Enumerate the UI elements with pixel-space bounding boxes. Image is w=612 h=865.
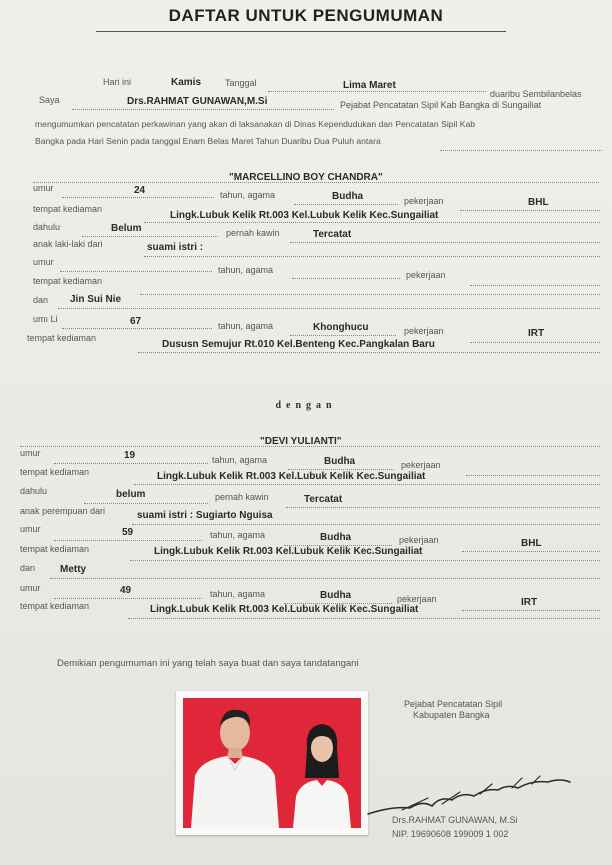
bride-dahulu: belum — [116, 489, 146, 500]
groom-mother-pekerjaan-label: pekerjaan — [404, 326, 444, 336]
intro-line-2: Bangka pada Hari Senin pada tanggal Enam Belas Maret Tahun Duaribu Dua Puluh antara — [35, 136, 381, 146]
bride-father-job: BHL — [521, 538, 542, 549]
groom-pernah-label: pernah kawin — [226, 228, 280, 238]
tanggal-label: Tanggal — [225, 78, 257, 88]
bride-father-age: 59 — [122, 527, 134, 538]
groom-dahulu: Belum — [111, 223, 142, 234]
groom-mother-religion: Khonghucu — [313, 322, 369, 333]
groom-dan-label: dan — [33, 295, 49, 305]
pejabat-title: Pejabat Pencatatan Sipil Kab Bangka di Sungailiat — [340, 100, 542, 110]
groom-father-pekerjaan-label: pekerjaan — [406, 270, 446, 280]
pejabat-name: Drs.RAHMAT GUNAWAN,M.Si — [127, 96, 268, 107]
bride-religion: Budha — [324, 456, 356, 467]
groom-anak-label: anak laki-laki dari — [33, 239, 103, 249]
bride-father-address: Lingk.Lubuk Kelik Rt.003 Kel.Lubuk Kelik Kec.Sungailiat — [154, 546, 423, 557]
groom-status: Tercatat — [313, 229, 352, 240]
signatory-name: Drs.RAHMAT GUNAWAN, M.Si — [392, 815, 518, 825]
dengan-separator: dengan — [275, 400, 337, 411]
bride-mother-address: Lingk.Lubuk Kelik Rt.003 Kel.Lubuk Kelik Kec.Sungailiat — [150, 604, 419, 615]
groom-mother: Jin Sui Nie — [70, 294, 122, 305]
groom-dahulu-label: dahulu — [33, 222, 61, 232]
bride-mother-tahun-agama-label: tahun, agama — [210, 589, 266, 599]
couple-photo — [176, 691, 368, 835]
groom-mother-age: 67 — [130, 316, 142, 327]
intro-line-1: mengumumkan pencatatan perkawinan yang akan di laksanakan di Dinas Kependudukan dan Pencatatan Sipil Kab — [35, 119, 476, 129]
groom-umur-label: umur — [33, 183, 54, 193]
groom-mother-job: IRT — [528, 328, 545, 339]
groom-job: BHL — [528, 197, 549, 208]
groom-name: "MARCELLINO BOY CHANDRA" — [229, 172, 383, 183]
bride-mother-age: 49 — [120, 585, 132, 596]
bride-father-tempat-label: tempat kediaman — [20, 544, 90, 554]
bride-mother-job: IRT — [521, 597, 538, 608]
saya-label: Saya — [39, 95, 60, 105]
groom-father-tempat-label: tempat kediaman — [33, 276, 103, 286]
groom-father: suami istri : — [147, 242, 204, 253]
signatory-title-1: Pejabat Pencatatan Sipil — [404, 699, 503, 709]
groom-address: Lingk.Lubuk Kelik Rt.003 Kel.Lubuk Kelik Kec.Sungailiat — [170, 210, 439, 221]
bride-dahulu-label: dahulu — [20, 486, 48, 496]
groom-mother-tahun-agama-label: tahun, agama — [218, 321, 274, 331]
signatory-nip: NIP. 19690608 199009 1 002 — [392, 829, 509, 839]
groom-pekerjaan-label: pekerjaan — [404, 196, 444, 206]
bride-mother-umur-label: umur — [20, 583, 41, 593]
bride-status: Tercatat — [304, 494, 343, 505]
bride-mother: Metty — [60, 564, 87, 575]
bride-tempat-label: tempat kediaman — [20, 467, 90, 477]
bride-anak-label: anak perempuan dari — [20, 506, 106, 516]
groom-father-tahun-agama-label: tahun, agama — [218, 265, 274, 275]
hari-label: Hari ini — [103, 77, 132, 87]
bride-age: 19 — [124, 450, 136, 461]
bride-father-tahun-agama-label: tahun, agama — [210, 530, 266, 540]
bride-father-pekerjaan-label: pekerjaan — [399, 535, 439, 545]
signatory-title-2: Kabupaten Bangka — [413, 710, 490, 720]
document-title: DAFTAR UNTUK PENGUMUMAN — [168, 6, 444, 25]
bride-tahun-agama-label: tahun, agama — [212, 455, 268, 465]
bride-mother-religion: Budha — [320, 590, 352, 601]
title-underline — [96, 31, 506, 32]
groom-mother-address: Dususn Semujur Rt.010 Kel.Benteng Kec.Pangkalan Baru — [162, 339, 435, 350]
hari-value: Kamis — [171, 77, 202, 88]
bride-father-religion: Budha — [320, 532, 352, 543]
groom-age: 24 — [134, 185, 146, 196]
bride-mother-tempat-label: tempat kediaman — [20, 601, 90, 611]
groom-father-umur-label: umur — [33, 257, 54, 267]
groom-tempat-label: tempat kediaman — [33, 204, 103, 214]
bride-name: "DEVI YULIANTI" — [260, 436, 342, 447]
groom-mother-umur-label: umı Li — [33, 314, 58, 324]
tahun-text: duaribu Sembilanbelas — [490, 89, 582, 99]
bride-address: Lingk.Lubuk Kelik Rt.003 Kel.Lubuk Kelik Kec.Sungailiat — [157, 471, 426, 482]
groom-religion: Budha — [332, 191, 364, 202]
closing-text: Demikian pengumuman ini yang telah saya buat dan saya tandatangani — [57, 658, 359, 669]
signature-scribble — [362, 770, 577, 820]
bride-pekerjaan-label: pekerjaan — [401, 460, 441, 470]
bride-dan-label: dan — [20, 563, 36, 573]
bride-father: suami istri : Sugiarto Nguisa — [137, 510, 273, 521]
groom-tahun-agama-label: tahun, agama — [220, 190, 276, 200]
tanggal-value: Lima Maret — [343, 80, 396, 91]
bride-pernah-label: pernah kawin — [215, 492, 269, 502]
bride-father-umur-label: umur — [20, 524, 41, 534]
bride-umur-label: umur — [20, 448, 41, 458]
bride-mother-pekerjaan-label: pekerjaan — [397, 594, 437, 604]
groom-mother-tempat-label: tempat kediaman — [27, 333, 97, 343]
